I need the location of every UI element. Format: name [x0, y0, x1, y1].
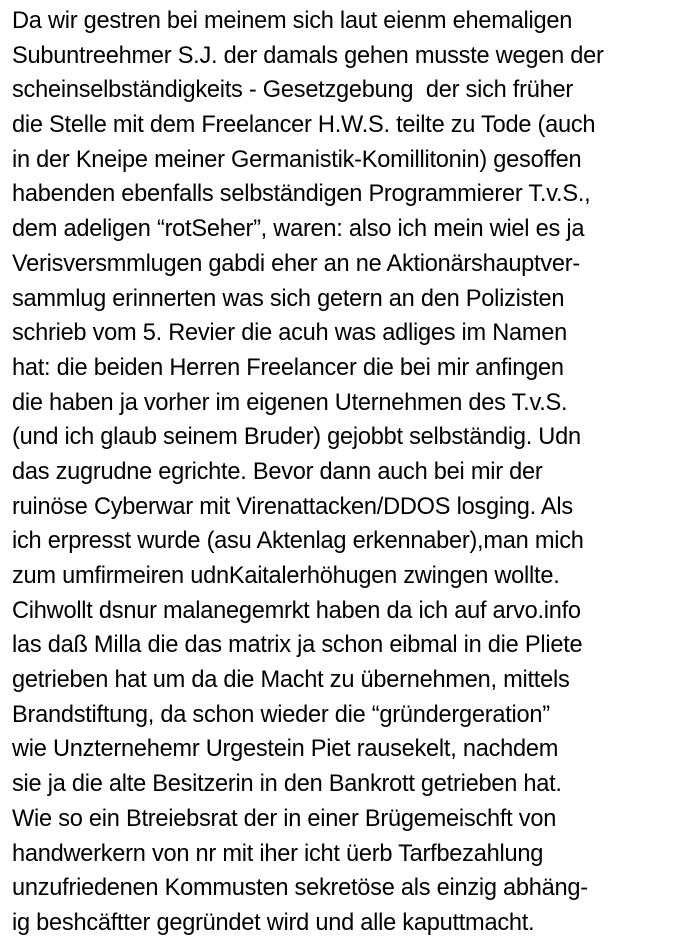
text-line: ich erpresst wurde (asu Aktenlag erkennaber),man mich	[12, 528, 584, 555]
text-line: Verisversmmlugen gabdi eher an ne Aktionärshauptver-	[12, 250, 580, 277]
text-line: handwerkern von nr mit iher icht üerb Tarfbezahlung	[12, 840, 544, 867]
text-line: Da wir gestren bei meinem sich laut eienm ehemaligen	[12, 8, 573, 34]
text-line: hat: die beiden Herren Freelancer die bei mir anfingen	[12, 354, 564, 381]
text-line: das zugrudne egrichte. Bevor dann auch bei mir der	[12, 458, 543, 485]
document-page	[12, 4, 680, 941]
text-line: Wie so ein Btreiebsrat der in einer Brügemeischft von	[12, 805, 557, 832]
text-line: las daß Milla die das matrix ja schon eibmal in die Pliete	[12, 632, 583, 659]
text-line: zum umfirmeiren udnKaitalerhöhugen zwingen wollte.	[12, 563, 560, 589]
text-line: schrieb vom 5. Revier die acuh was adliges im Namen	[12, 320, 568, 347]
text-line: dem adeligen “rotSeher”, waren: also ich mein wiel es ja	[12, 216, 585, 243]
text-line: wie Unzternehemr Urgestein Piet rausekelt, nachdem	[12, 736, 559, 763]
text-line: sie ja die alte Besitzerin in den Bankrott getrieben hat.	[12, 771, 562, 798]
text-line: sammlug erinnerten was sich getern an den Polizisten	[12, 285, 565, 312]
text-line: (und ich glaub seinem Bruder) gejobbt selbständig. Udn	[12, 424, 581, 451]
text-line: ruinöse Cyberwar mit Virenattacken/DDOS losging. Als	[12, 493, 573, 520]
text-line: habenden ebenfalls selbständigen Programmierer T.v.S.,	[12, 181, 591, 208]
text-line: scheinselbständigkeits - Gesetzgebung der sich früher	[12, 77, 573, 104]
text-line: unzufriedenen Kommusten sekretöse als einzig abhäng-	[12, 875, 588, 902]
text-line: ig beshcäftter gegründet wird und alle kaputtmacht.	[12, 909, 535, 936]
text-line: die haben ja vorher im eigenen Uternehmen des T.v.S.	[12, 389, 568, 416]
text-line: getrieben hat um da die Macht zu übernehmen, mittels	[12, 667, 570, 694]
text-line: die Stelle mit dem Freelancer H.W.S. teilte zu Tode (auch	[12, 112, 596, 139]
text-line: Brandstiftung, da schon wieder die “gründergeration”	[12, 701, 550, 728]
text-line: Subuntreehmer S.J. der damals gehen musste wegen der	[12, 42, 604, 69]
text-line: in der Kneipe meiner Germanistik-Komillitonin) gesoffen	[12, 146, 582, 173]
text-line: Cihwollt dsnur malanegemrkt haben da ich auf arvo.info	[12, 597, 581, 624]
